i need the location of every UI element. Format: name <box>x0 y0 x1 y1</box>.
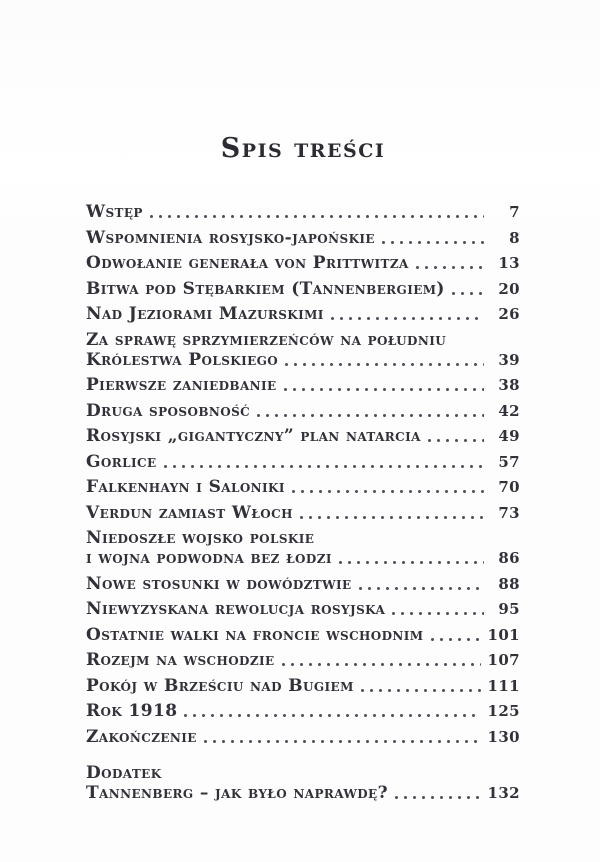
entry-label: Tannenberg – jak było naprawdę? <box>86 782 388 803</box>
toc-list <box>86 202 520 803</box>
entry-page-number: 107 <box>487 651 520 669</box>
toc-entry-row <box>86 202 520 222</box>
toc-entry <box>86 228 520 248</box>
entry-label: Pierwsze zaniedbanie <box>86 375 277 395</box>
dot-leader <box>292 490 484 493</box>
dot-leader <box>428 439 484 442</box>
entry-page-number: 38 <box>498 376 520 394</box>
page-title: Spis treści <box>220 133 386 164</box>
toc-entry <box>86 401 520 421</box>
dot-leader <box>150 215 484 218</box>
toc-entry <box>86 727 520 747</box>
toc-entry <box>86 701 520 721</box>
entry-label: Ostatnie walki na froncie wschodnim <box>86 624 424 645</box>
entry-label: Bitwa pod Stębarkiem (Tannenbergiem) <box>86 278 445 299</box>
dot-leader <box>452 292 484 295</box>
entry-page-number: 95 <box>498 600 520 618</box>
toc-entry-row <box>86 401 520 421</box>
entry-label-line: Niedoszłe wojsko polskie <box>86 528 315 548</box>
toc-entry <box>86 528 520 568</box>
entry-page-number: 132 <box>487 783 520 802</box>
toc-entry-row <box>86 304 520 324</box>
entry-page-number: 125 <box>487 702 520 720</box>
entry-label-line: Za sprawę sprzymierzeńców na południu <box>86 329 447 350</box>
entry-page-number: 101 <box>487 625 520 644</box>
entry-label: Wstęp <box>86 202 143 222</box>
dot-leader <box>284 388 484 391</box>
toc-entry-row <box>86 350 520 370</box>
toc-entry-row <box>86 452 520 472</box>
entry-label: Odwołanie generała von Prittwitza <box>86 253 409 273</box>
toc-entry <box>86 763 520 803</box>
toc-entry-row <box>86 279 520 299</box>
toc-entry <box>86 375 520 395</box>
entry-label: Pokój w Brześciu nad Bugiem <box>86 675 354 696</box>
dot-leader <box>285 363 484 366</box>
entry-label: Falkenhayn i Saloniki <box>86 477 285 497</box>
entry-page-number: 13 <box>498 254 520 272</box>
toc-entry <box>86 253 520 273</box>
entry-label: Druga sposobność <box>86 400 251 421</box>
entry-label: i wojna podwodna bez łodzi <box>86 548 332 568</box>
dot-leader <box>361 689 482 692</box>
dot-leader <box>359 587 484 590</box>
entry-label: Rok 1918 <box>86 701 178 721</box>
entry-page-number: 26 <box>498 305 520 323</box>
toc-entry <box>86 426 520 446</box>
dot-leader <box>184 714 481 717</box>
dot-leader <box>204 740 482 743</box>
entry-label: Rosyjski „gigantyczny” plan natarcia <box>86 426 421 446</box>
toc-entry <box>86 503 520 523</box>
entry-label: Wspomnienia rosyjsko-japońskie <box>86 227 375 248</box>
entry-label: Niewyzyskana rewolucja rosyjska <box>86 599 386 619</box>
entry-page-number: 86 <box>498 549 520 567</box>
toc-entry-row <box>86 599 520 619</box>
toc-entry <box>86 452 520 472</box>
dot-leader <box>257 414 484 417</box>
toc-entry-row <box>86 625 520 645</box>
toc-entry-row <box>86 574 520 594</box>
entry-page-number: 111 <box>487 676 520 695</box>
entry-page-number: 88 <box>498 574 520 593</box>
dot-leader <box>164 465 485 468</box>
toc-entry-row <box>86 676 520 696</box>
toc-entry-row <box>86 650 520 670</box>
toc-entry-row <box>86 783 520 803</box>
toc-entry-row <box>86 701 520 721</box>
toc-entry-row <box>86 253 520 273</box>
entry-page-number: 39 <box>498 350 520 369</box>
toc-entry <box>86 202 520 222</box>
entry-page-number: 7 <box>509 203 520 221</box>
dot-leader <box>416 266 484 269</box>
dot-leader <box>282 663 482 666</box>
dot-leader <box>382 241 484 244</box>
toc-entry <box>86 279 520 299</box>
toc-entry <box>86 477 520 497</box>
entry-label: Nad Jeziorami Mazurskimi <box>86 304 324 324</box>
toc-entry-row <box>86 477 520 497</box>
entry-page-number: 73 <box>498 503 520 522</box>
dot-leader <box>395 796 482 799</box>
dot-leader <box>331 317 484 320</box>
toc-entry-row <box>86 375 520 395</box>
toc-entry-row <box>86 228 520 248</box>
toc-entry <box>86 574 520 594</box>
entry-page-number: 49 <box>498 427 520 445</box>
entry-label-line: Dodatek <box>86 762 162 783</box>
entry-label: Królestwa Polskiego <box>86 349 279 370</box>
entry-page-number: 8 <box>509 228 520 247</box>
entry-page-number: 20 <box>498 279 520 298</box>
toc-entry <box>86 304 520 324</box>
entry-label: Gorlice <box>86 451 157 472</box>
toc-entry <box>86 676 520 696</box>
entry-label: Rozejm na wschodzie <box>86 650 275 670</box>
toc-entry-row <box>86 727 520 747</box>
toc-entry-row <box>86 426 520 446</box>
entry-page-number: 130 <box>487 727 520 746</box>
entry-page-number: 42 <box>498 401 520 420</box>
dot-leader <box>339 561 484 564</box>
toc-entry-row <box>86 548 520 568</box>
dot-leader <box>392 612 484 615</box>
toc-entry <box>86 599 520 619</box>
toc-entry-row <box>86 503 520 523</box>
entry-label: Zakończenie <box>86 726 197 747</box>
entry-label: Verdun zamiast Włoch <box>86 502 293 523</box>
dot-leader <box>300 516 484 519</box>
toc-entry <box>86 650 520 670</box>
toc-entry <box>86 625 520 645</box>
entry-page-number: 70 <box>498 478 520 496</box>
toc-entry <box>86 330 520 370</box>
entry-page-number: 57 <box>498 452 520 471</box>
dot-leader <box>431 638 482 641</box>
entry-label: Nowe stosunki w dowództwie <box>86 573 352 594</box>
